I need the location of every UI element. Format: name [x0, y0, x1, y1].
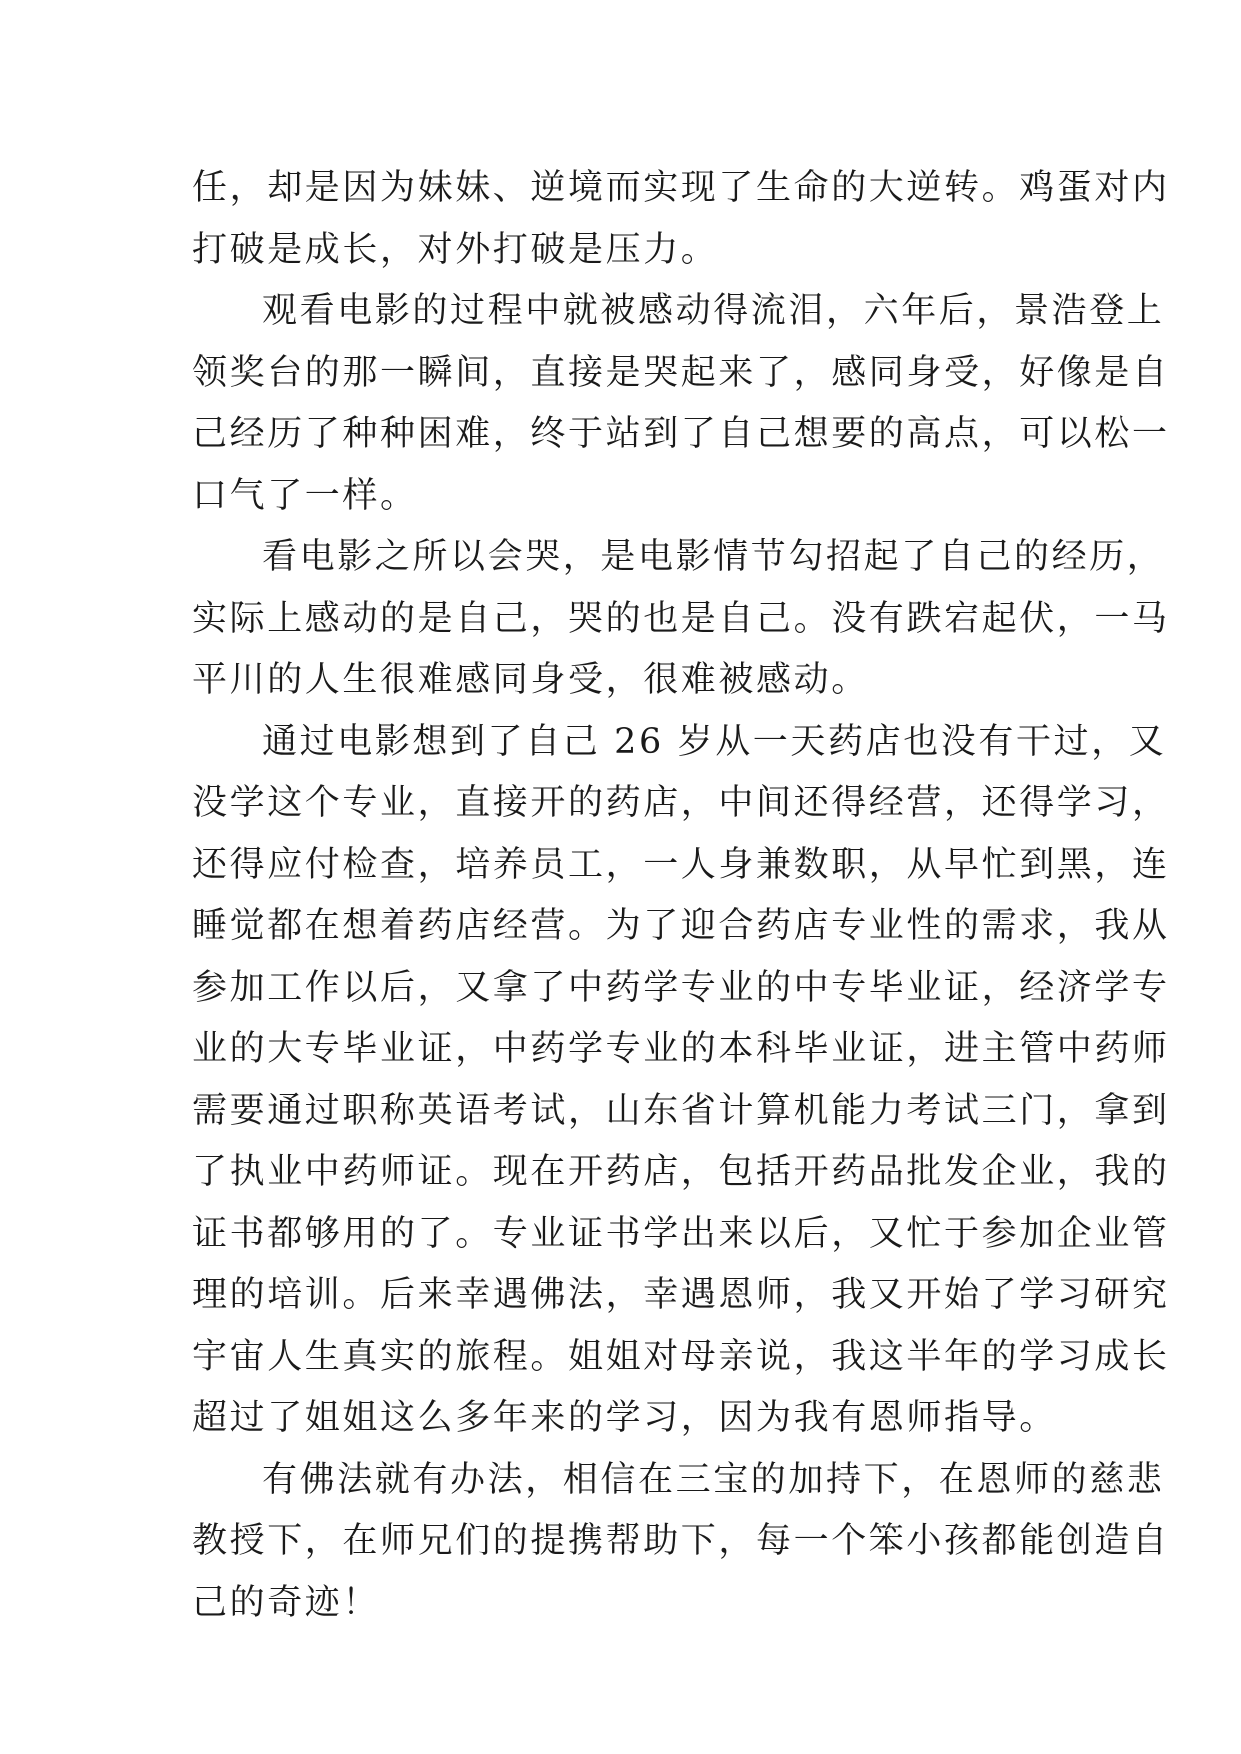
- text-line: 打破是成长，对外打破是压力。: [192, 229, 719, 270]
- text-line: 需要通过职称英语考试，山东省计算机能力考试三门，拿到: [192, 1090, 1170, 1131]
- text-line: 任，却是因为妹妹、逆境而实现了生命的大逆转。鸡蛋对内: [192, 168, 1170, 208]
- text-line: 己的奇迹！: [192, 1582, 381, 1623]
- text-line: 理的培训。后来幸遇佛法，幸遇恩师，我又开始了学习研究: [192, 1275, 1170, 1315]
- text-line: 平川的人生很难感同身受，很难被感动。: [192, 660, 869, 700]
- text-line: 证书都够用的了。专业证书学出来以后，又忙于参加企业管: [192, 1213, 1170, 1254]
- text-line: 没学这个专业，直接开的药店，中间还得经营，还得学习，: [192, 783, 1170, 823]
- text-line: 了执业中药师证。现在开药店，包括开药品批发企业，我的: [192, 1152, 1170, 1192]
- text-line: 领奖台的那一瞬间，直接是哭起来了，感同身受，好像是自: [192, 352, 1170, 393]
- text-line: 参加工作以后，又拿了中药学专业的中专毕业证，经济学专: [192, 967, 1170, 1008]
- text-line: 己经历了种种困难，终于站到了自己想要的高点，可以松一: [192, 414, 1170, 454]
- text-line: 宇宙人生真实的旅程。姐姐对母亲说，我这半年的学习成长: [192, 1336, 1170, 1377]
- text-line: 观看电影的过程中就被感动得流泪，六年后，景浩登上: [262, 291, 1165, 331]
- text-line: 通过电影想到了自己 26 岁从一天药店也没有干过，又: [262, 721, 1167, 762]
- body-text: [192, 158, 1170, 1634]
- text-line: 业的大专毕业证，中药学专业的本科毕业证，进主管中药师: [192, 1029, 1170, 1069]
- text-line: 超过了姐姐这么多年来的学习，因为我有恩师指导。: [192, 1398, 1057, 1438]
- text-line: 还得应付检查，培养员工，一人身兼数职，从早忙到黑，连: [192, 844, 1170, 885]
- text-line: 看电影之所以会哭，是电影情节勾招起了自己的经历，: [262, 537, 1165, 577]
- text-line: 口气了一样。: [192, 475, 418, 516]
- text-line: 有佛法就有办法，相信在三宝的加持下，在恩师的慈悲: [262, 1459, 1165, 1500]
- text-line: 实际上感动的是自己，哭的也是自己。没有跌宕起伏，一马: [192, 598, 1170, 639]
- text-line: 教授下，在师兄们的提携帮助下，每一个笨小孩都能创造自: [192, 1521, 1170, 1561]
- text-line: 睡觉都在想着药店经营。为了迎合药店专业性的需求，我从: [192, 906, 1170, 946]
